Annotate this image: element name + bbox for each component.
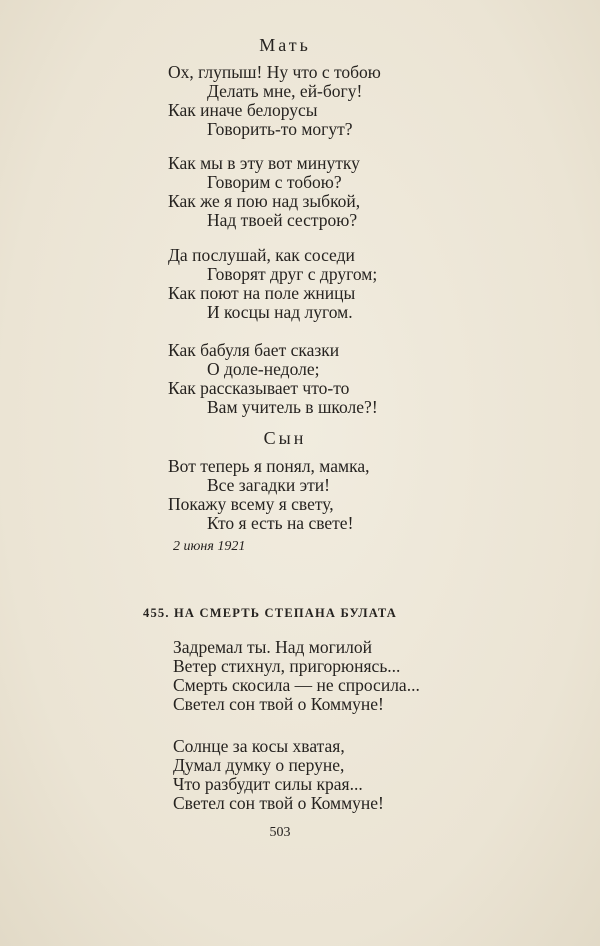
verse-line: Вот теперь я понял, мамка, [168,456,370,476]
verse-line: Солнце за косы хватая, [173,736,345,756]
verse-line: Светел сон твой о Коммуне! [173,793,384,813]
speaker-mother: Мать [259,35,311,55]
verse-line: Как бабуля бает сказки [168,340,340,360]
page-number: 503 [269,825,291,840]
verse-line: Ох, глупыш! Ну что с тобою [168,62,381,82]
verse-line: Как мы в эту вот минутку [168,153,360,173]
verse-line: О доле-недоле; [207,359,320,379]
verse-line: Говорить-то могут? [207,119,353,139]
verse-line: Смерть скосила — не спросила... [173,675,420,695]
verse-line: Думал думку о перуне, [173,755,345,775]
verse-line: Как же я пою над зыбкой, [168,191,361,211]
verse-line: Говорят друг с другом; [207,264,378,284]
verse-line: Над твоей сестрою? [207,210,358,230]
verse-line: Делать мне, ей-богу! [207,81,363,101]
verse-line: Все загадки эти! [207,475,330,495]
verse-line: Задремал ты. Над могилой [173,637,372,657]
verse-line: Да послушай, как соседи [168,245,355,265]
verse-line: Как рассказывает что-то [168,378,350,398]
verse-line: Вам учитель в школе?! [207,397,378,417]
poem-heading: 455. НА СМЕРТЬ СТЕПАНА БУЛАТА [143,606,398,620]
verse-line: Что разбудит силы края... [173,774,363,794]
poem-date: 2 июня 1921 [173,539,246,554]
verse-line: Светел сон твой о Коммуне! [173,694,384,714]
verse-line: Ветер стихнул, пригорюнясь... [173,656,401,676]
verse-line: Покажу всему я свету, [168,494,334,514]
verse-line: Говорим с тобою? [207,172,342,192]
verse-line: Как поют на поле жницы [168,283,356,303]
verse-line: Как иначе белорусы [168,100,318,120]
speaker-son: Сын [263,428,307,448]
verse-line: И косцы над лугом. [207,302,353,322]
verse-line: Кто я есть на свете! [207,513,354,533]
